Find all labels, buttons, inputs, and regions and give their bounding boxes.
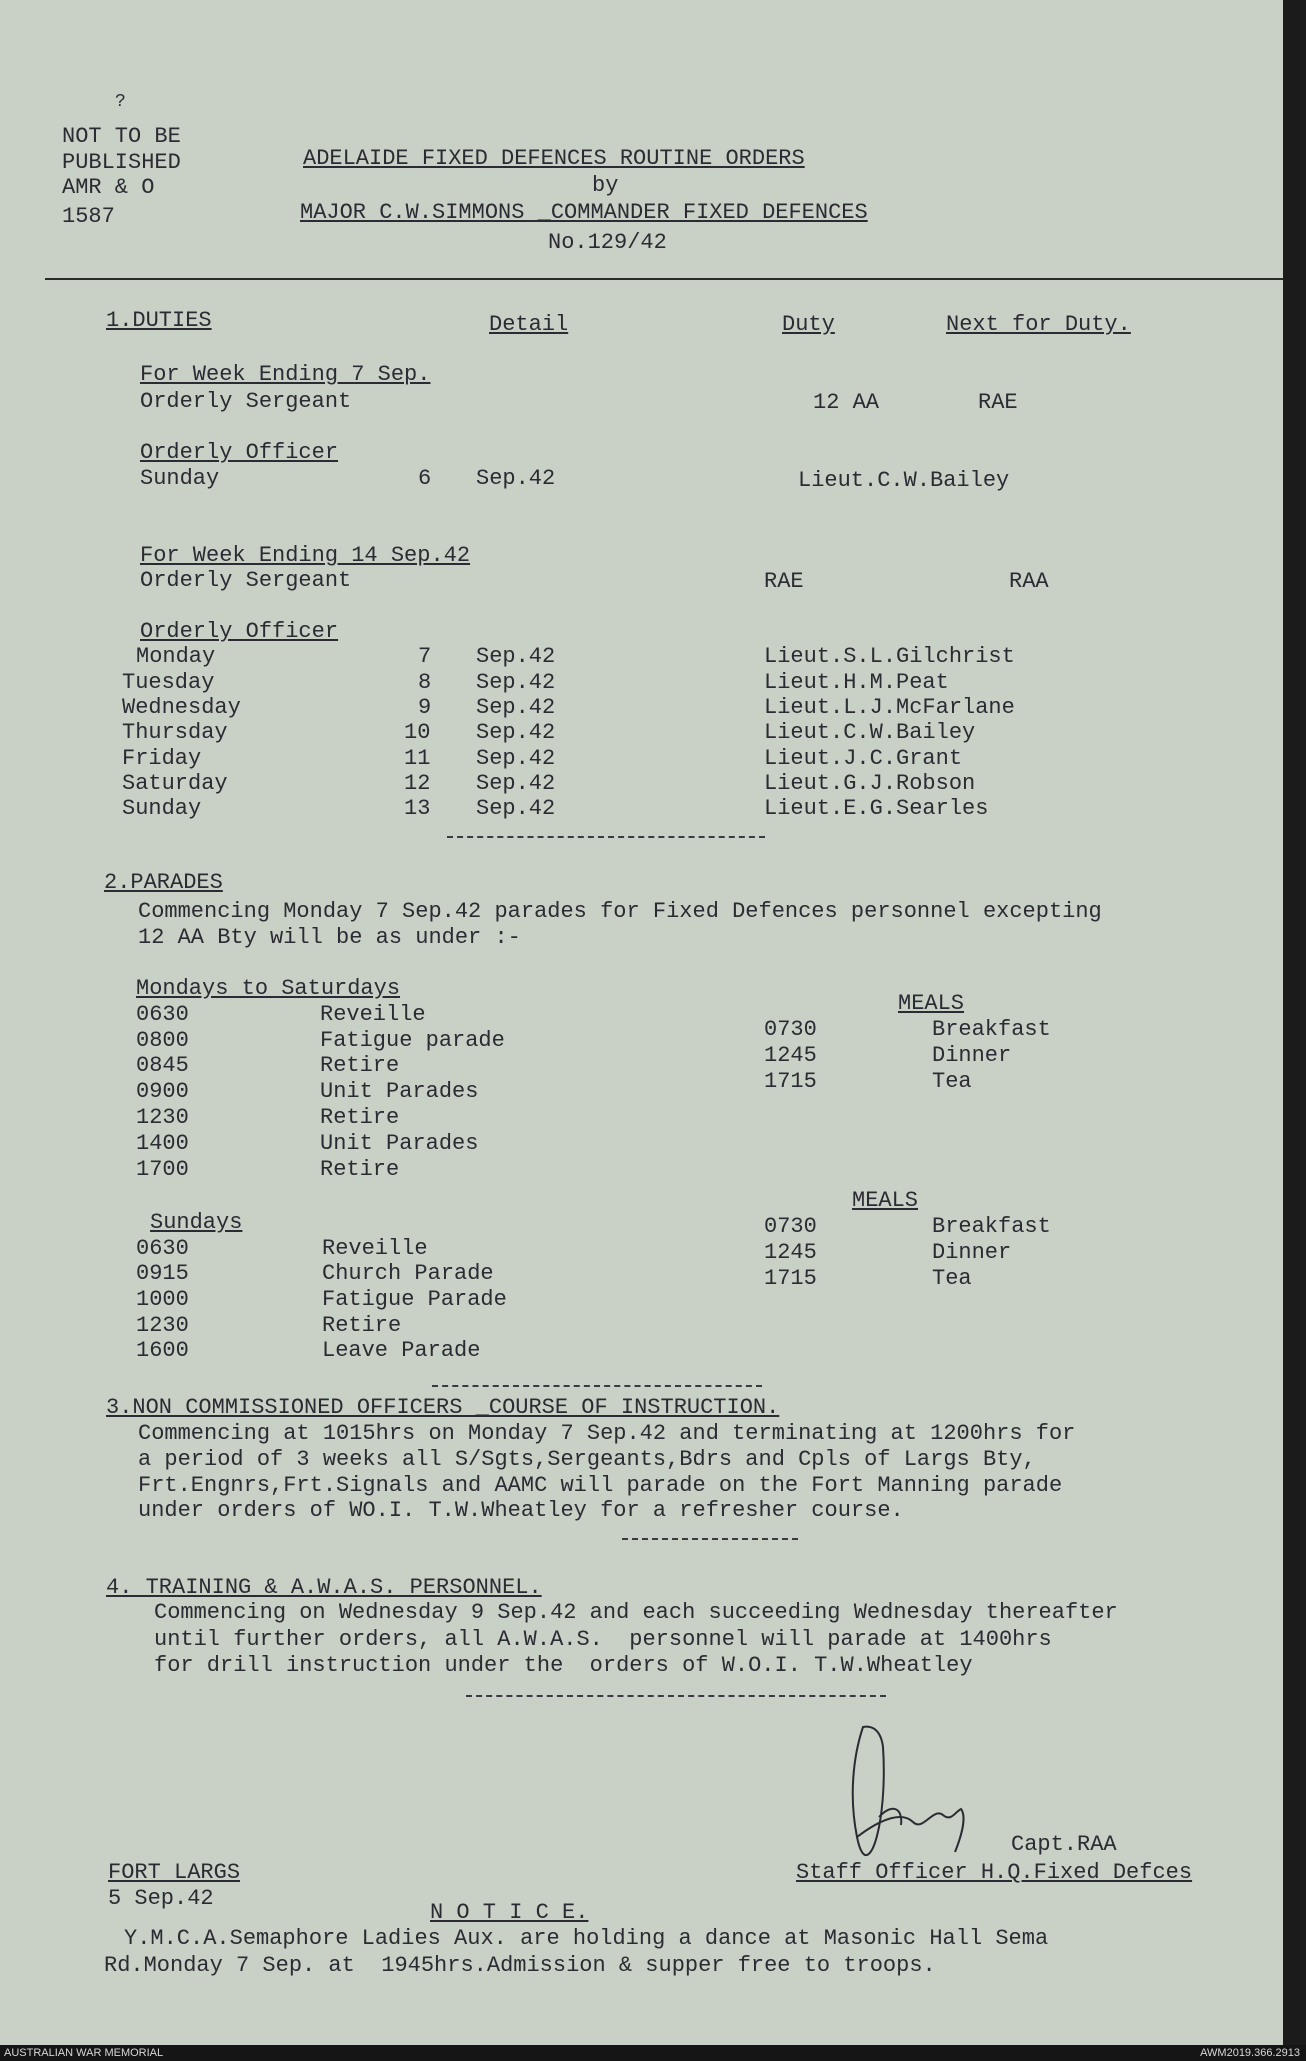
- order-number: No.129/42: [548, 230, 667, 255]
- schedule-event: Retire: [320, 1157, 400, 1182]
- meal-name: Dinner: [932, 1043, 1012, 1068]
- schedule-event: Fatigue Parade: [322, 1287, 507, 1312]
- title-by: by: [592, 173, 619, 198]
- table-row-date: Sep.42: [476, 670, 556, 695]
- nco-line-4: under orders of WO.I. T.W.Wheatley for a refresher course.: [138, 1498, 904, 1523]
- col-detail: Detail: [489, 312, 569, 337]
- schedule-event: Unit Parades: [320, 1079, 479, 1104]
- meals2-label: MEALS: [852, 1188, 919, 1213]
- duties-heading: 1.DUTIES: [106, 308, 212, 333]
- nco-line-1: Commencing at 1015hrs on Monday 7 Sep.42 and terminating at 1200hrs for: [138, 1421, 1076, 1446]
- week2-sergeant-duty: RAE: [764, 569, 804, 594]
- nco-heading: 3.NON COMMISSIONED OFFICERS _COURSE OF INSTRUCTION.: [106, 1395, 780, 1420]
- meal-name: Breakfast: [932, 1017, 1051, 1042]
- week2-label: For Week Ending 14 Sep.42: [140, 543, 471, 568]
- not-to-be-line-3: AMR & O: [62, 175, 155, 200]
- schedule-time: 0915: [136, 1261, 189, 1286]
- table-row-officer: Lieut.L.J.McFarlane: [764, 695, 1015, 720]
- place-date: 5 Sep.42: [108, 1886, 214, 1911]
- schedule-time: 0800: [136, 1028, 189, 1053]
- schedule-time: 1230: [136, 1105, 189, 1130]
- table-row-officer: Lieut.S.L.Gilchrist: [764, 644, 1015, 669]
- section-divider: [622, 1538, 798, 1540]
- table-row-officer: Lieut.E.G.Searles: [764, 796, 989, 821]
- commander-line: MAJOR C.W.SIMMONS _COMMANDER FIXED DEFENCES: [300, 200, 868, 225]
- parades-intro-line-2: 12 AA Bty will be as under :-: [138, 925, 521, 950]
- table-row-officer: Lieut.C.W.Bailey: [764, 720, 976, 745]
- table-row: Wednesday: [122, 695, 241, 720]
- meal-time: 0730: [764, 1017, 817, 1042]
- training-heading: 4. TRAINING & A.W.A.S. PERSONNEL.: [106, 1575, 542, 1600]
- footer-institution: AUSTRALIAN WAR MEMORIAL: [4, 2047, 164, 2059]
- table-row-num: 12: [404, 771, 431, 796]
- table-row-date: Sep.42: [476, 746, 556, 771]
- table-row: Monday: [136, 644, 216, 669]
- notice-line-1: Y.M.C.A.Semaphore Ladies Aux. are holding a dance at Masonic Hall Sema: [124, 1926, 1049, 1951]
- schedule-time: 1700: [136, 1157, 189, 1182]
- place-name: FORT LARGS: [108, 1860, 241, 1885]
- schedule-event: Reveille: [320, 1002, 426, 1027]
- schedule-time: 0630: [136, 1236, 189, 1261]
- table-row: Friday: [122, 746, 202, 771]
- notice-line-2: Rd.Monday 7 Sep. at 1945hrs.Admission & supper free to troops.: [104, 1953, 936, 1978]
- col-next-for-duty: Next for Duty.: [946, 312, 1131, 337]
- schedule-time: 0900: [136, 1079, 189, 1104]
- week1-sergeant-next: RAE: [978, 390, 1018, 415]
- footer-accession: AWM2019.366.2913: [1200, 2047, 1300, 2059]
- handwritten-signature: [843, 1717, 993, 1877]
- week1-officer-label: Orderly Officer: [140, 440, 339, 465]
- not-to-be-line-2: PUBLISHED: [62, 150, 181, 175]
- meal-name: Tea: [932, 1266, 972, 1291]
- schedule-time: 1230: [136, 1313, 189, 1338]
- table-row-officer: Lieut.H.M.Peat: [764, 670, 949, 695]
- table-row-date: Sep.42: [476, 796, 556, 821]
- table-row-num: 9: [418, 695, 432, 720]
- col-duty: Duty: [782, 312, 835, 337]
- margin-mark: ?: [115, 92, 126, 112]
- not-to-be-line-4: 1587: [62, 204, 115, 229]
- meal-name: Tea: [932, 1069, 972, 1094]
- meal-time: 0730: [764, 1214, 817, 1239]
- meal-name: Breakfast: [932, 1214, 1051, 1239]
- table-row-num: 7: [418, 644, 432, 669]
- table-row: Sunday: [122, 796, 202, 821]
- week1-row-num: 6: [418, 466, 432, 491]
- table-row: Tuesday: [122, 670, 215, 695]
- training-line-1: Commencing on Wednesday 9 Sep.42 and each succeeding Wednesday thereafter: [154, 1600, 1118, 1625]
- sundays-label: Sundays: [150, 1210, 243, 1235]
- weekdays-label: Mondays to Saturdays: [136, 976, 401, 1001]
- section-divider: [447, 836, 765, 838]
- nco-line-3: Frt.Engnrs,Frt.Signals and AAMC will parade on the Fort Manning parade: [138, 1473, 1063, 1498]
- section-divider: [432, 1385, 762, 1387]
- meal-time: 1245: [764, 1240, 817, 1265]
- table-row: Thursday: [122, 720, 228, 745]
- schedule-event: Fatigue parade: [320, 1028, 505, 1053]
- meal-time: 1245: [764, 1043, 817, 1068]
- week1-row-officer: Lieut.C.W.Bailey: [798, 468, 1010, 493]
- section-divider: [466, 1695, 886, 1697]
- schedule-event: Church Parade: [322, 1261, 494, 1286]
- table-row-date: Sep.42: [476, 720, 556, 745]
- notice-heading: N O T I C E.: [430, 1900, 589, 1925]
- table-row: Saturday: [122, 771, 228, 796]
- week1-label: For Week Ending 7 Sep.: [140, 362, 431, 387]
- table-row-date: Sep.42: [476, 695, 556, 720]
- table-row-officer: Lieut.G.J.Robson: [764, 771, 976, 796]
- table-row-num: 13: [404, 796, 431, 821]
- week1-sergeant-duty: 12 AA: [813, 390, 880, 415]
- training-line-3: for drill instruction under the orders of W.O.I. T.W.Wheatley: [154, 1653, 973, 1678]
- schedule-event: Retire: [322, 1313, 402, 1338]
- meal-time: 1715: [764, 1266, 817, 1291]
- signature-rank: Capt.RAA: [1011, 1832, 1117, 1857]
- signature-title: Staff Officer H.Q.Fixed Defces: [796, 1860, 1193, 1885]
- table-row-num: 10: [404, 720, 431, 745]
- parades-heading: 2.PARADES: [104, 870, 223, 895]
- nco-line-2: a period of 3 weeks all S/Sgts,Sergeants,Bdrs and Cpls of Largs Bty,: [138, 1447, 1036, 1472]
- schedule-time: 0845: [136, 1053, 189, 1078]
- week1-row-day: Sunday: [140, 466, 220, 491]
- schedule-event: Unit Parades: [320, 1131, 479, 1156]
- table-row-date: Sep.42: [476, 771, 556, 796]
- training-line-2: until further orders, all A.W.A.S. personnel will parade at 1400hrs: [154, 1627, 1052, 1652]
- schedule-event: Leave Parade: [322, 1338, 481, 1363]
- meals-label: MEALS: [898, 991, 965, 1016]
- archive-footer: [0, 2045, 1306, 2061]
- week2-officer-label: Orderly Officer: [140, 619, 339, 644]
- schedule-time: 1400: [136, 1131, 189, 1156]
- meal-time: 1715: [764, 1069, 817, 1094]
- table-row-officer: Lieut.J.C.Grant: [764, 746, 963, 771]
- meal-name: Dinner: [932, 1240, 1012, 1265]
- parades-intro-line-1: Commencing Monday 7 Sep.42 parades for Fixed Defences personnel excepting: [138, 899, 1102, 924]
- schedule-event: Retire: [320, 1105, 400, 1130]
- document-title: ADELAIDE FIXED DEFENCES ROUTINE ORDERS: [303, 146, 805, 171]
- schedule-time: 1000: [136, 1287, 189, 1312]
- schedule-time: 1600: [136, 1338, 189, 1363]
- header-rule: [45, 278, 1283, 280]
- week1-row-date: Sep.42: [476, 466, 556, 491]
- table-row-date: Sep.42: [476, 644, 556, 669]
- schedule-event: Retire: [320, 1053, 400, 1078]
- table-row-num: 8: [418, 670, 432, 695]
- week2-sergeant-next: RAA: [1009, 569, 1049, 594]
- not-to-be-line-1: NOT TO BE: [62, 124, 181, 149]
- schedule-event: Reveille: [322, 1236, 428, 1261]
- week1-sergeant-label: Orderly Sergeant: [140, 389, 352, 414]
- week2-sergeant-label: Orderly Sergeant: [140, 568, 352, 593]
- table-row-num: 11: [404, 746, 431, 771]
- schedule-time: 0630: [136, 1002, 189, 1027]
